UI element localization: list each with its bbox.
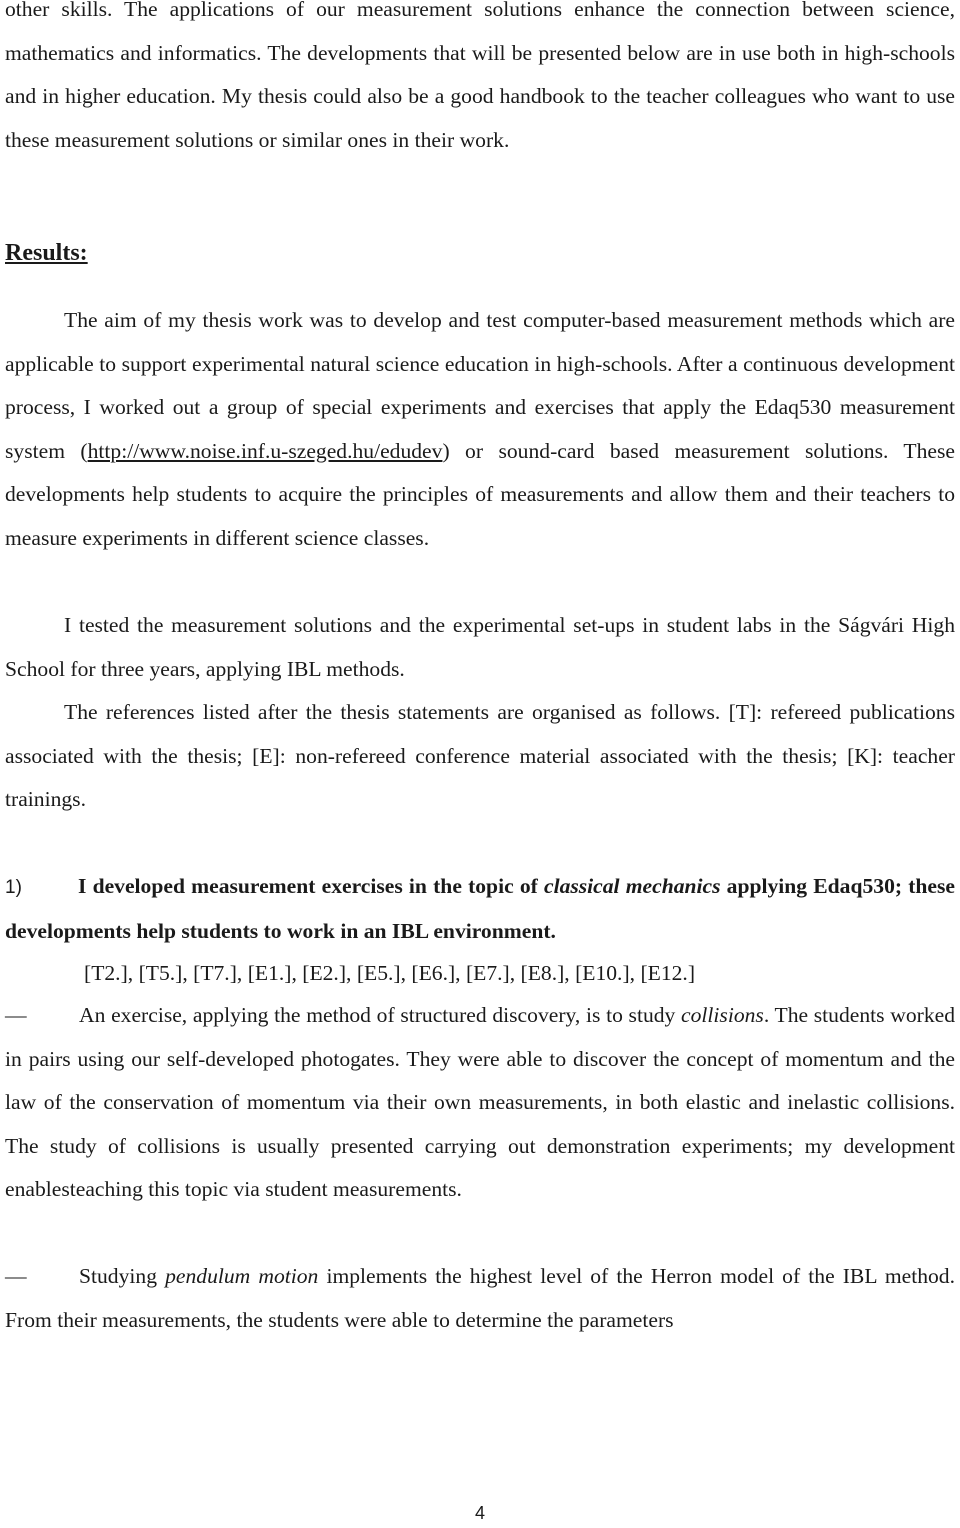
intro-text: other skills. The applications of our measurement solutions enhance the connection between science, mathematics and informatics. The developments that will be presented below are in use both in high-schools and in higher education. My thesis could also be a good handbook to the teacher colleagues who want to use these measurement solutions or similar ones in their work. xyxy=(5,0,955,152)
intro-paragraph xyxy=(5,0,955,162)
thesis-statement-text-a: I developed measurement exercises in the topic of xyxy=(78,874,544,898)
dash-bullet: — xyxy=(5,1003,27,1027)
list-item-text-b: . The students worked in pairs using our self-developed photogates. They were able to discover the concept of momentum and the law of the conservation of momentum via their own measurements, in both elastic and inelastic collisions. The study of collisions is usually presented carrying out demonstration experiments; my development enablesteaching this topic via student measurements. xyxy=(5,1003,956,1201)
results-paragraph-2 xyxy=(5,604,955,691)
list-item-emphasis: collisions xyxy=(681,1003,764,1027)
list-item-text-a: Studying xyxy=(79,1264,166,1288)
list-item-emphasis: pendulum motion xyxy=(165,1264,319,1288)
list-item-text-b: implements the highest level of the Herron model of the IBL method. From their measurements, the students were able to determine the parameters xyxy=(5,1264,955,1332)
page-number: 4 xyxy=(474,1503,485,1523)
results-p3-text: The references listed after the thesis statements are organised as follows. [T]: refereed publications associated with the thesis; [E]: non-refereed conference material associated with the thesis; [K]: teacher trainings. xyxy=(5,700,955,811)
thesis-statement-text-b: applying Edaq530; these developments help students to work in an IBL environment. xyxy=(5,874,956,943)
edudev-link[interactable]: http://www.noise.inf.u-szeged.hu/edudev xyxy=(87,438,443,463)
results-p1-text-b: ) or sound-card based measurement solutions. These developments help students to acquire the principles of measurements and allow them and their teachers to measure experiments in different science classes. xyxy=(5,438,955,550)
list-item-pendulum xyxy=(5,1255,955,1342)
thesis-1-references: [T2.], [T5.], [T7.], [E1.], [E2.], [E5.], [E6.], [E7.], [E8.], [E10.], [E12.] xyxy=(84,961,696,985)
results-paragraph-3 xyxy=(5,691,955,822)
thesis-statement-emphasis: classical mechanics xyxy=(543,874,721,898)
results-heading: Results: xyxy=(5,240,88,266)
list-item-text-a: An exercise, applying the method of structured discovery, is to study xyxy=(79,1003,682,1027)
thesis-statement-1 xyxy=(5,865,955,953)
thesis-number: 1) xyxy=(5,877,22,898)
list-item-collisions xyxy=(5,994,955,1212)
dash-bullet: — xyxy=(5,1264,27,1288)
results-p2-text: I tested the measurement solutions and the experimental set-ups in student labs in the Ságvári High School for three years, applying IBL methods. xyxy=(5,613,955,681)
results-p1-text-a: The aim of my thesis work was to develop and test computer-based measurement methods which are applicable to support experimental natural science education in high-schools. After a continuous development process, I worked out a group of special experiments and exercises that apply the Edaq530 measurement system ( xyxy=(5,308,955,463)
results-paragraph-1 xyxy=(5,299,955,560)
